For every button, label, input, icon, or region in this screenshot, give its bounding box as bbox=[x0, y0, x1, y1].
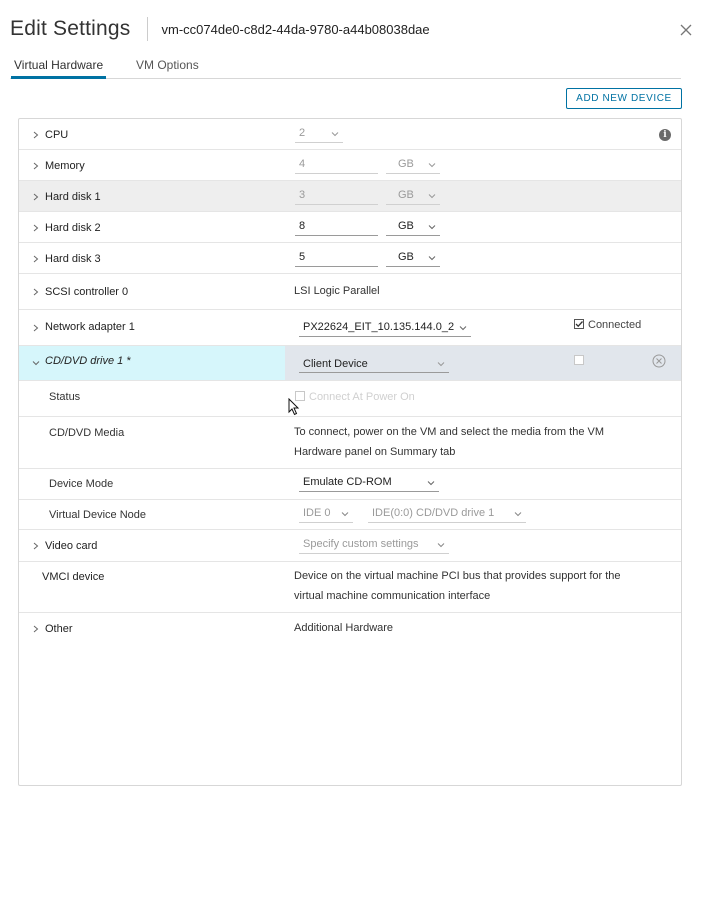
hard-disk-1-label: Hard disk 1 bbox=[45, 191, 101, 203]
hard-disk-2-label: Hard disk 2 bbox=[45, 222, 101, 234]
vmci-device-label: VMCI device bbox=[42, 571, 105, 583]
tab-vm-options[interactable]: VM Options bbox=[136, 58, 199, 72]
cpu-label: CPU bbox=[45, 129, 69, 141]
network-select[interactable]: PX22624_EIT_10.135.144.0_2 bbox=[299, 319, 471, 337]
status-label: Status bbox=[49, 391, 81, 403]
vmci-description-line1: Device on the virtual machine PCI bus that provides support for the bbox=[294, 570, 621, 582]
network-connected-checkbox[interactable] bbox=[574, 319, 584, 329]
cd-dvd-label: CD/DVD drive 1 * bbox=[45, 355, 131, 367]
memory-label: Memory bbox=[45, 160, 85, 172]
remove-icon[interactable] bbox=[652, 354, 666, 368]
chevron-right-icon[interactable] bbox=[31, 624, 41, 634]
ide-node-select[interactable]: IDE(0:0) CD/DVD drive 1 bbox=[368, 505, 526, 523]
chevron-down-icon bbox=[428, 192, 436, 200]
tab-bar bbox=[10, 55, 681, 79]
other-label: Other bbox=[45, 623, 73, 635]
hardware-list bbox=[18, 118, 682, 786]
hard-disk-3-unit-select[interactable]: GB bbox=[386, 249, 440, 267]
checkmark-icon bbox=[574, 319, 584, 329]
row-virtual-device-node bbox=[19, 500, 681, 530]
chevron-down-icon bbox=[514, 510, 522, 518]
close-button[interactable] bbox=[676, 20, 696, 40]
chevron-down-icon[interactable] bbox=[31, 358, 41, 368]
chevron-right-icon[interactable] bbox=[31, 541, 41, 551]
cd-dvd-media-hint-line2: Hardware panel on Summary tab bbox=[294, 446, 456, 458]
scsi-controller-label: SCSI controller 0 bbox=[45, 286, 129, 298]
row-scsi-controller-0[interactable] bbox=[19, 274, 681, 310]
info-icon[interactable]: i bbox=[659, 129, 671, 141]
close-icon bbox=[676, 20, 696, 40]
row-memory[interactable] bbox=[19, 150, 681, 181]
chevron-right-icon[interactable] bbox=[31, 287, 41, 297]
row-hard-disk-2[interactable] bbox=[19, 212, 681, 243]
chevron-down-icon bbox=[341, 510, 349, 518]
chevron-down-icon bbox=[331, 130, 339, 138]
vm-name: vm-cc074de0-c8d2-44da-9780-a44b08038dae bbox=[161, 21, 430, 37]
row-cd-dvd-drive-1[interactable] bbox=[19, 346, 681, 381]
chevron-right-icon[interactable] bbox=[31, 192, 41, 202]
dialog-title: Edit Settings bbox=[10, 17, 131, 40]
hard-disk-2-unit-select[interactable]: GB bbox=[386, 218, 440, 236]
memory-input[interactable]: 4 bbox=[295, 156, 378, 174]
scsi-controller-type: LSI Logic Parallel bbox=[294, 285, 380, 297]
device-mode-label: Device Mode bbox=[49, 478, 114, 490]
row-hard-disk-3[interactable] bbox=[19, 243, 681, 274]
device-mode-select[interactable]: Emulate CD-ROM bbox=[299, 474, 439, 492]
chevron-down-icon bbox=[459, 324, 467, 332]
row-network-adapter-1[interactable] bbox=[19, 310, 681, 346]
hard-disk-1-size-input[interactable]: 3 bbox=[295, 187, 378, 205]
chevron-down-icon bbox=[428, 161, 436, 169]
chevron-down-icon bbox=[428, 223, 436, 231]
row-video-card[interactable] bbox=[19, 530, 681, 562]
memory-unit-select[interactable]: GB bbox=[386, 156, 440, 174]
row-cd-dvd-status bbox=[19, 381, 681, 417]
chevron-down-icon bbox=[428, 254, 436, 262]
ide-controller-select[interactable]: IDE 0 bbox=[299, 505, 353, 523]
hard-disk-2-size-input[interactable]: 8 bbox=[295, 218, 378, 236]
hard-disk-1-unit-select[interactable]: GB bbox=[386, 187, 440, 205]
chevron-right-icon[interactable] bbox=[31, 254, 41, 264]
row-vmci-device bbox=[19, 562, 681, 613]
tab-virtual-hardware[interactable]: Virtual Hardware bbox=[14, 58, 104, 72]
hard-disk-3-label: Hard disk 3 bbox=[45, 253, 101, 265]
chevron-right-icon[interactable] bbox=[31, 223, 41, 233]
chevron-down-icon bbox=[437, 541, 445, 549]
network-adapter-label: Network adapter 1 bbox=[45, 321, 135, 333]
row-cd-dvd-media bbox=[19, 417, 681, 469]
video-card-label: Video card bbox=[45, 540, 98, 552]
row-hard-disk-1[interactable] bbox=[19, 181, 681, 212]
title-divider bbox=[147, 17, 148, 41]
hard-disk-3-size-input[interactable]: 5 bbox=[295, 249, 378, 267]
chevron-right-icon[interactable] bbox=[31, 161, 41, 171]
chevron-right-icon[interactable] bbox=[31, 323, 41, 333]
add-new-device-button[interactable]: ADD NEW DEVICE bbox=[566, 88, 682, 109]
cd-dvd-type-select[interactable]: Client Device bbox=[299, 355, 449, 373]
chevron-right-icon[interactable] bbox=[31, 130, 41, 140]
row-device-mode bbox=[19, 469, 681, 500]
vmci-description-line2: virtual machine communication interface bbox=[294, 590, 491, 602]
cd-dvd-connected-checkbox[interactable] bbox=[574, 355, 584, 365]
cd-dvd-media-label: CD/DVD Media bbox=[49, 427, 125, 439]
row-cpu[interactable] bbox=[19, 119, 681, 150]
virtual-device-node-label: Virtual Device Node bbox=[49, 509, 147, 521]
connected-label: Connected bbox=[588, 319, 642, 331]
chevron-down-icon bbox=[427, 479, 435, 487]
chevron-down-icon bbox=[437, 360, 445, 368]
connect-at-power-on-label: Connect At Power On bbox=[309, 391, 415, 403]
video-card-select[interactable]: Specify custom settings bbox=[299, 536, 449, 554]
cd-dvd-media-hint-line1: To connect, power on the VM and select the media from the VM bbox=[294, 426, 604, 438]
cpu-select[interactable]: 2 bbox=[295, 125, 343, 143]
row-other[interactable] bbox=[19, 613, 681, 645]
other-value: Additional Hardware bbox=[294, 622, 394, 634]
dialog-header bbox=[10, 14, 430, 44]
mouse-cursor-icon bbox=[288, 398, 300, 416]
